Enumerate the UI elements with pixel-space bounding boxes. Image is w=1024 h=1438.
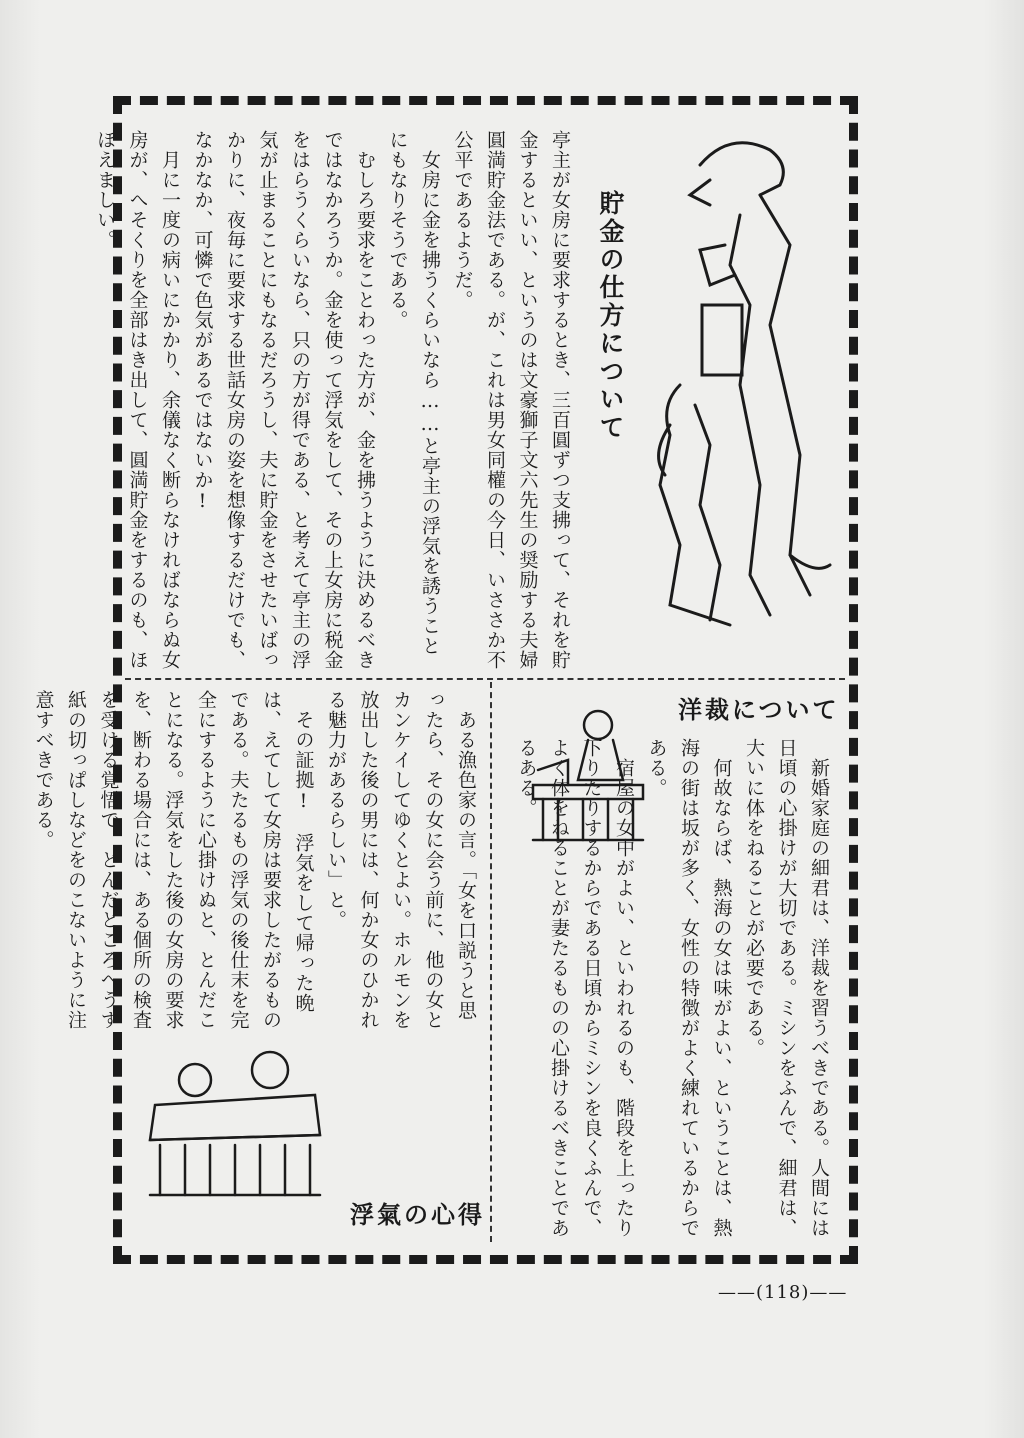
article-dressmaking-title: 洋裁について <box>678 696 840 724</box>
article-savings-title: 貯金の仕方について <box>596 190 625 442</box>
article-savings-body: 亭主が女房に要求するとき、三百圓ずつ支拂って、それを貯金するといい、というのは文豪獅子文六先生の奨励する夫婦圓満貯金法である。が、これは男女同權の今日、いささか不公平であるようだ。 女房に金を拂うくらいなら……と亭主の浮気を誘うことにもなりそうである。 むしろ要求をことわった方が、金を拂うように決めるべきではなかろうか。金を使って浮気をして、その上女房に税金をはらうくらいなら、只の方が得である、と考えて亭主の浮気が止まることにもなるだろうし、夫に貯金をさせたいばっかりに、夜毎に要求する世話女房の姿を想像するだけでも、なかなか、可憐で色気があるではないか! 月に一度の病いにかかり、余儀なく断らなければならぬ女房が、へそくりを全部はき出して、圓満貯金をするのも、ほほえましい。 <box>94 130 571 670</box>
couple-in-bed-illustration <box>140 1045 330 1200</box>
article-dressmaking-body: 新婚家庭の細君は、洋裁を習うべきである。人間には日頃の心掛けが大切である。ミシンをふんで、細君は、大いに体をねることが必要である。 何故ならば、熱海の女は味がよい、ということは、熱海の街は坂が多く、女性の特徴がよく練れているからである。 宿屋の女中がよい、といわれるのも、階段を上ったり下りたりするからである日頃からミシンを良くふんで、よく体をねることが妻たるものの心掛けるべきことであるある。 <box>515 738 830 1238</box>
article-affairs-title: 浮氣の心得 <box>350 1201 485 1229</box>
sewing-machine-illustration <box>528 700 658 850</box>
couple-illustration <box>640 125 845 645</box>
section-divider-vertical <box>490 682 492 1242</box>
section-divider-horizontal <box>125 678 845 680</box>
page-number: ——(118)—— <box>718 1282 848 1303</box>
article-affairs-body: ある漁色家の言。「女を口説うと思ったら、その女に会う前に、他の女とカンケイしてゆくとよい。ホルモンを放出した後の男には、何か女のひかれる魅力があるらしい」と。 その証拠! 浮気をして帰った晩は、えてして女房は要求したがるものである。夫たるもの浮気の後仕末を完全にするように心掛けぬと、とんだことになる。浮気をした後の女房の要求を、断わる場合には、ある個所の検査を受ける覚悟で、とんだところへうす紙の切っぱしなどをのこないように注意すべきである。 <box>32 690 477 1030</box>
